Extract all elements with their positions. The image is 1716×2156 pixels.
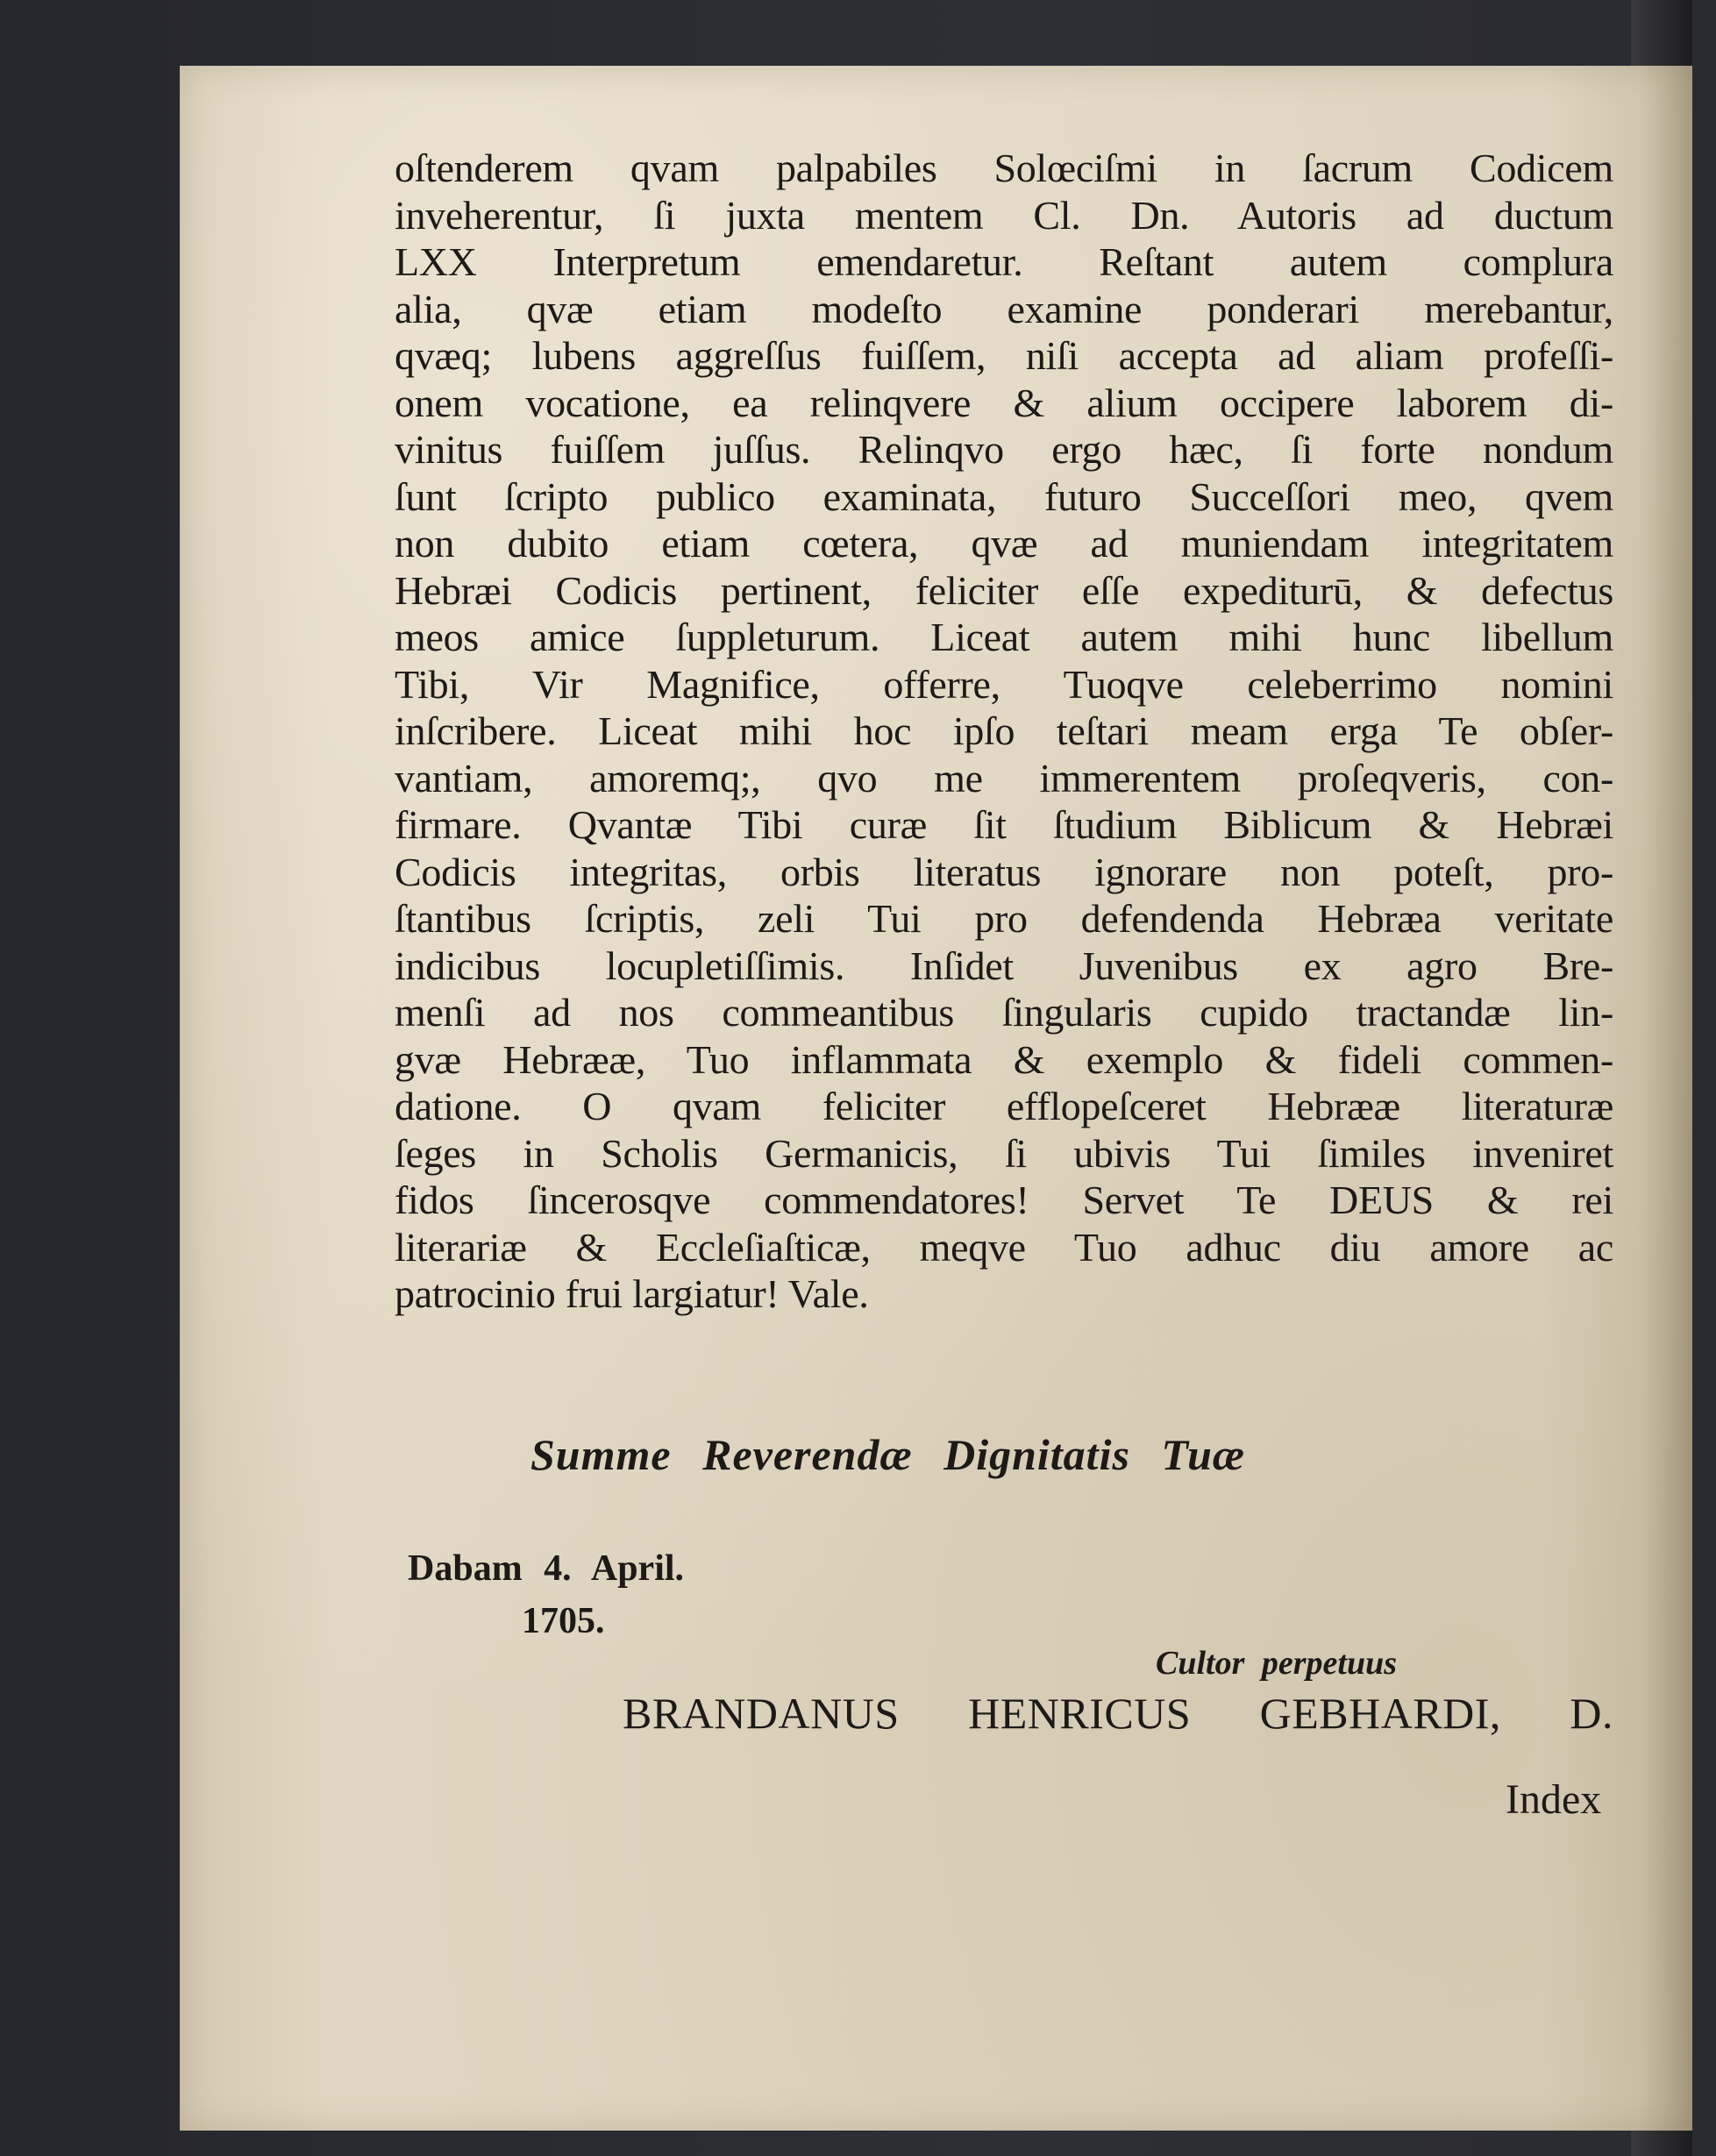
- body-line: datione. O qvam feliciter efflореſceret Hebrææ literaturæ: [395, 1084, 1613, 1128]
- letter-body: [395, 145, 1613, 1318]
- body-line: inveherentur, ſi juxta mentem Cl. Dn. Autoris ad ductum: [395, 192, 1613, 238]
- body-line: LXX Interpretum emendaretur. Reſtant autem complura: [395, 239, 1613, 284]
- closing-formula: Summe Reverendæ Dignitatis Tuæ: [530, 1430, 1246, 1479]
- body-line: meos amice ſuppleturum. Liceat autem mihi hunc libellum: [395, 615, 1613, 659]
- body-line: ſunt ſcripto publico examinata, futuro Succeſſori meo, qvem: [395, 473, 1613, 519]
- body-line: Codicis integritas, orbis literatus ignorare non poteſt, pro-: [395, 849, 1613, 894]
- author-signature: BRANDANUS HENRICUS GEBHARDI, D.: [623, 1689, 1613, 1738]
- body-line: patrocinio frui largiatur! Vale.: [395, 1271, 869, 1316]
- body-line: menſi ad nos commeantibus ſingularis cupido tractandæ lin-: [395, 990, 1613, 1035]
- body-line: gvæ Hebrææ, Tuo inflammata & exemplo & fideli commen-: [395, 1036, 1613, 1082]
- body-line: alia, qvæ etiam modeſto examine ponderari merebantur,: [395, 286, 1613, 331]
- body-line: oſtenderem qvam palpabiles Solœciſmi in ſacrum Codicem: [395, 146, 1613, 190]
- body-line: vinitus fuiſſem juſſus. Relinqvo ergo hæc, ſi forte nondum: [395, 427, 1613, 472]
- body-line: onem vocatione, ea relinqvere & alium occipere laborem di-: [395, 380, 1613, 425]
- body-line: fidos ſincerosqve commendatores! Servet Te DEUS & rei: [395, 1178, 1613, 1222]
- cultor-line: Cultor perpetuus: [1156, 1645, 1398, 1682]
- body-line: indicibus locupletiſſimis. Inſidet Juvenibus ex agro Bre-: [395, 943, 1613, 988]
- body-line: qvæq; lubens aggreſſus fuiſſem, niſi accepta ad aliam profeſſi-: [395, 333, 1613, 378]
- body-line: literariæ & Eccleſiaſticæ, meqve Tuo adhuc diu amore ac: [395, 1224, 1613, 1270]
- body-line: Hebræi Codicis pertinent, feliciter eſſe expediturū, & defectus: [395, 567, 1613, 613]
- catchword: Index: [1506, 1776, 1602, 1823]
- body-line: Tibi, Vir Magnifice, offerre, Tuoqve celeberrimo nomini: [395, 661, 1613, 707]
- body-line: firmare. Qvantæ Tibi curæ ſit ſtudium Biblicum & Hebræi: [395, 802, 1613, 847]
- body-line: inſcribere. Liceat mihi hoc ipſo teſtari meam erga Te obſer-: [395, 708, 1613, 753]
- date-year: 1705.: [522, 1601, 605, 1641]
- body-line: ſtantibus ſcriptis, zeli Tui pro defendenda Hebræa veritate: [395, 896, 1613, 941]
- gutter-shadow: [1640, 66, 1692, 2131]
- body-line: vantiam, amoremq;, qvo me immerentem proſeqveris, con-: [395, 755, 1613, 800]
- body-line: non dubito etiam cœtera, qvæ ad muniendam integritatem: [395, 521, 1613, 566]
- date-line: Dabam 4. April.: [408, 1548, 685, 1589]
- body-line: ſeges in Scholis Germanicis, ſi ubivis Tui ſimiles inveniret: [395, 1130, 1613, 1176]
